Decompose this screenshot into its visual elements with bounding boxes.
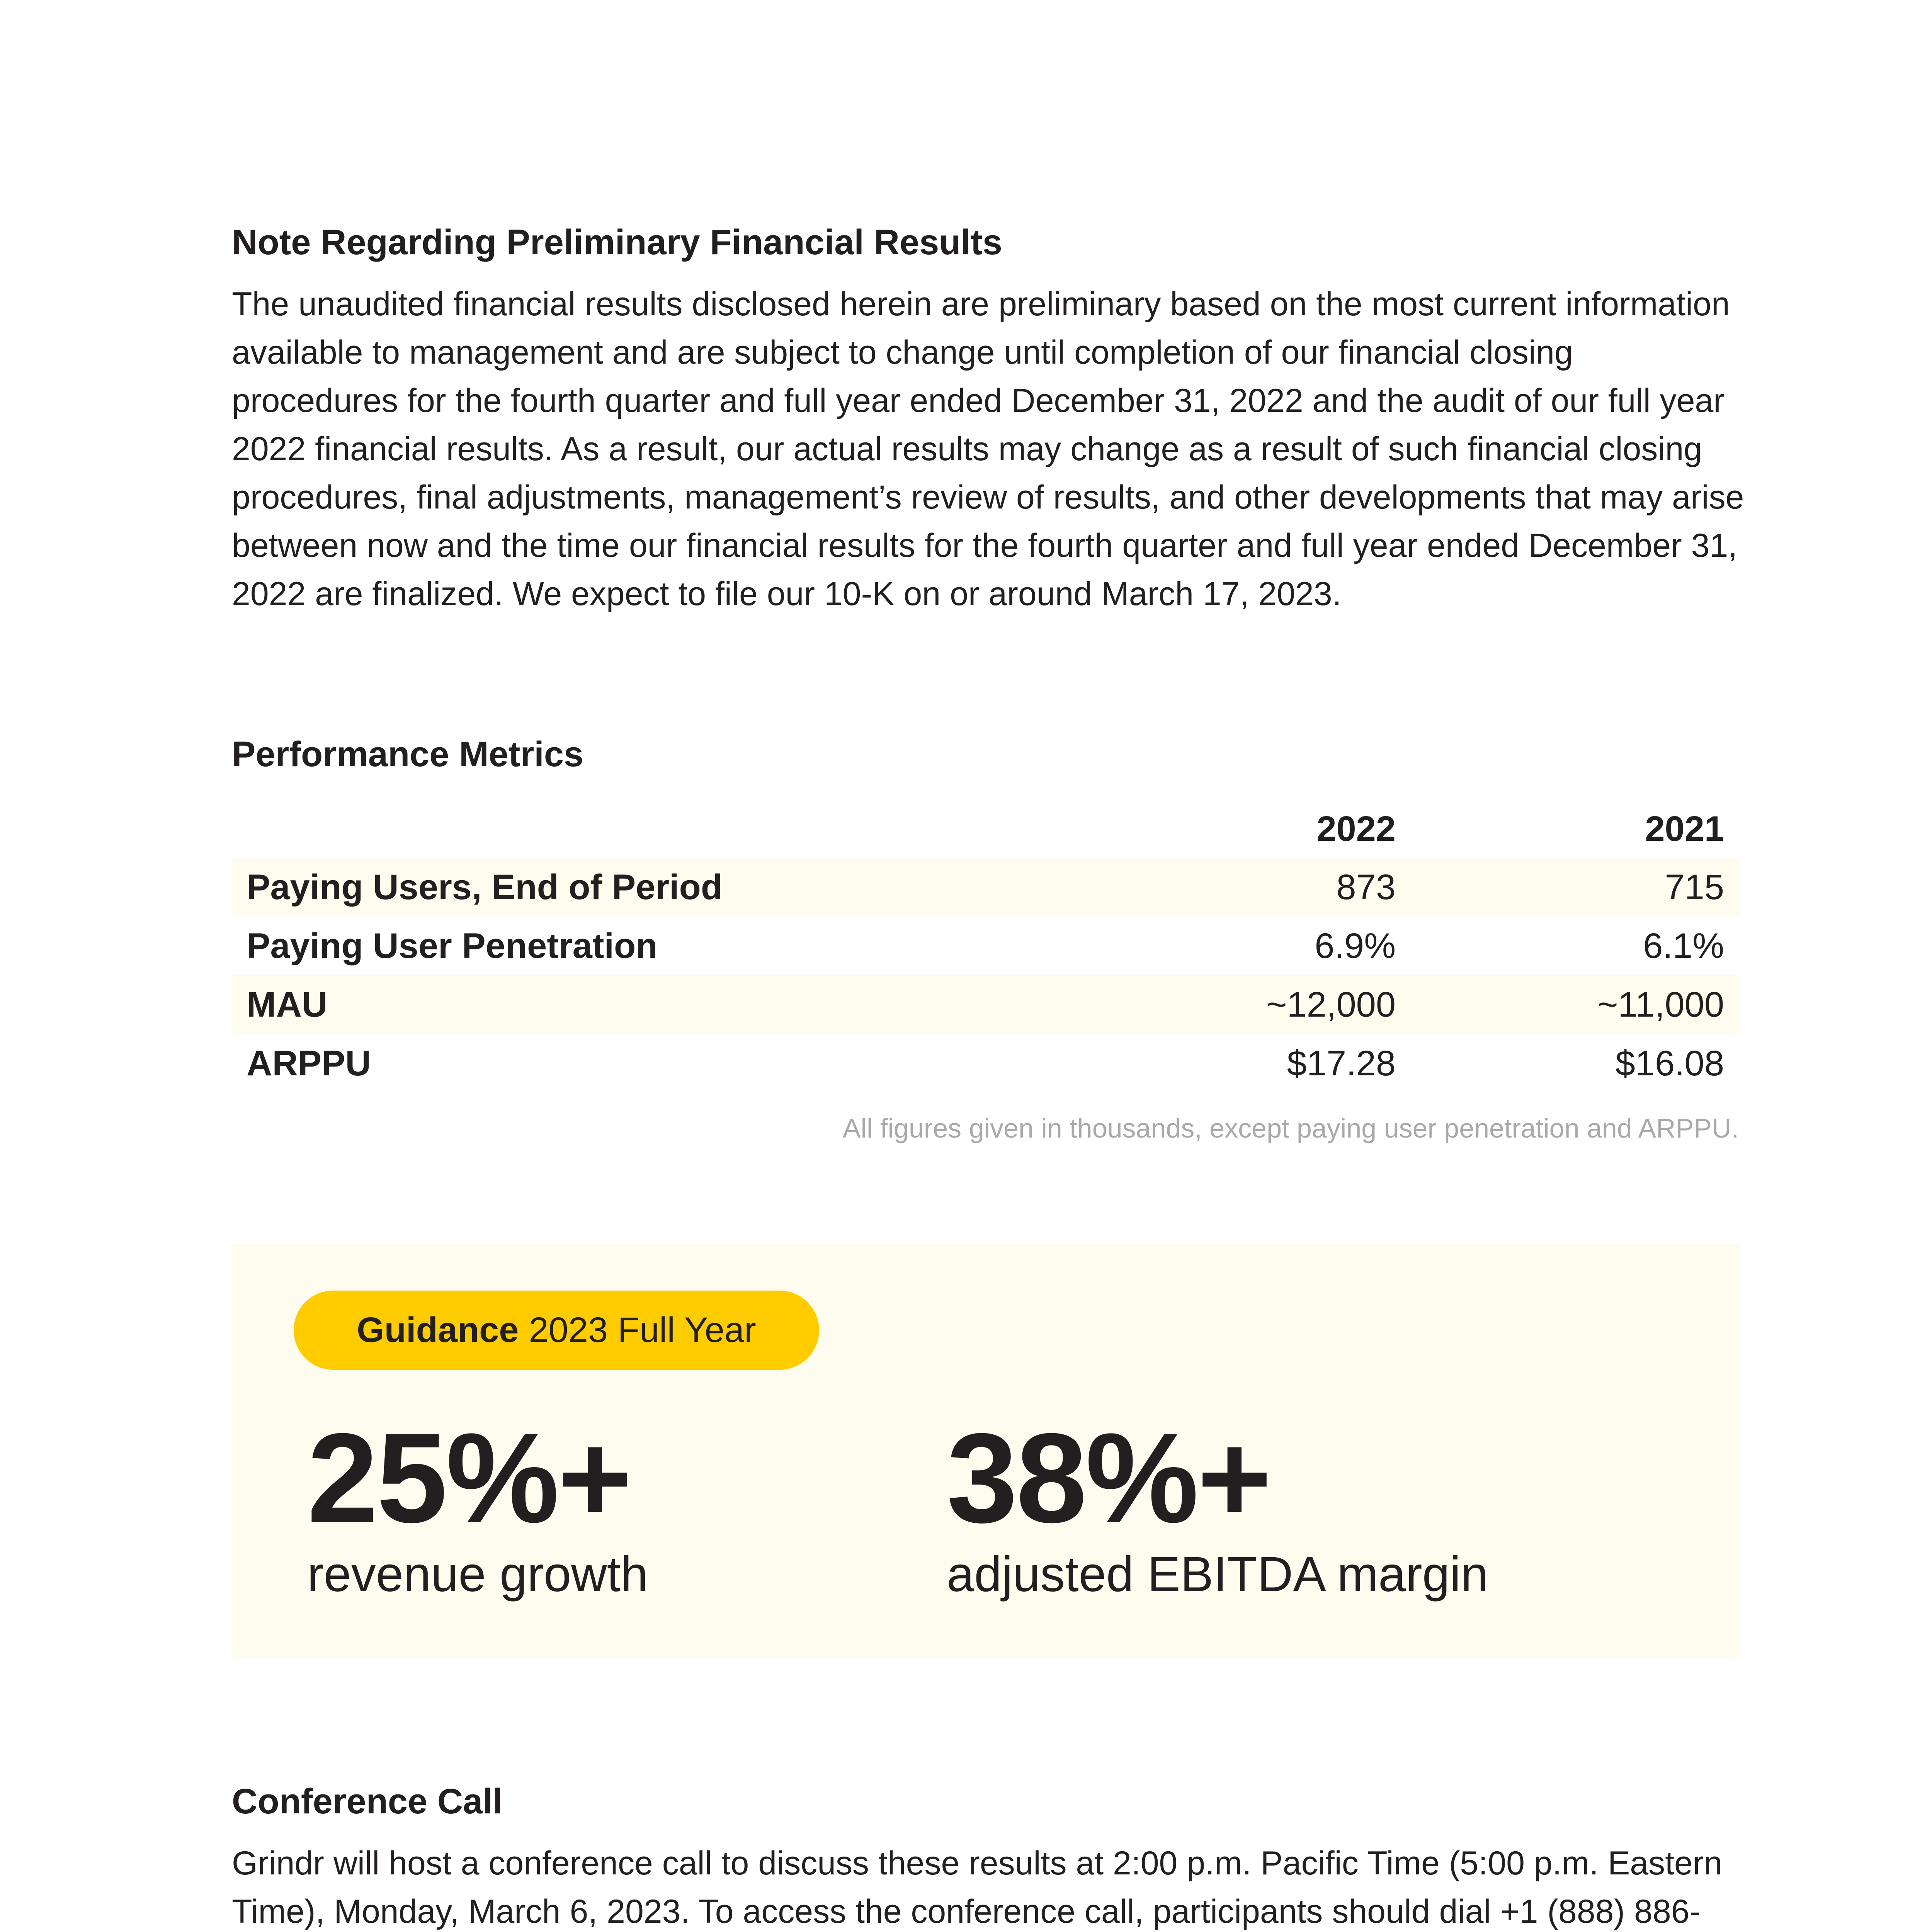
metrics-header-2021: 2021 (1645, 809, 1724, 849)
table-row (232, 917, 1739, 975)
metrics-header-label (232, 800, 1082, 858)
table-row (232, 975, 1739, 1034)
metrics-table (232, 800, 1739, 1093)
metric-value-2021: 715 (1410, 858, 1739, 917)
conference-body-text: Grindr will host a conference call to discuss these results at 2:00 p.m. Pacific Time (5:00 p.m. Eastern Time), Monday, March 6, 2023. To access the conference call, participants should dial +1 (888) 886- (232, 1845, 1723, 1930)
metrics-header-row (232, 800, 1739, 858)
table-row (232, 1034, 1739, 1093)
metric-label: Paying Users, End of Period (232, 858, 1082, 917)
conference-title: Conference Call (232, 1782, 503, 1821)
note-title: Note Regarding Preliminary Financial Results (232, 223, 1002, 262)
guidance-box (232, 1244, 1739, 1658)
metrics-title: Performance Metrics (232, 735, 584, 774)
metric-label: MAU (232, 975, 1082, 1034)
metrics-footnote: All figures given in thousands, except paying user penetration and ARPPU. (842, 1113, 1739, 1143)
metric-value-2021: 6.1% (1643, 926, 1724, 966)
conference-body (232, 1839, 1747, 1932)
metric-label: Paying User Penetration (247, 926, 658, 966)
ebitda-margin-caption: adjusted EBITDA margin (947, 1547, 1488, 1602)
metric-value-2022: 873 (1082, 858, 1410, 917)
ebitda-margin-value: 38%+ (947, 1406, 1270, 1549)
metric-value-2022: ~12,000 (1082, 975, 1410, 1034)
note-body: The unaudited financial results disclosed herein are preliminary based on the most current information available to management and are subject to change until completion of our financial closing procedures for the fourth quarter and full year ended December 31, 2022 and the audit of our full year 2022 financial results. As a result, our actual results may change as a result of such financial closing procedures, final adjustments, management’s review of results, and other developments that may arise between now and the time our financial results for the fourth quarter and full year ended December 31, 2022 are finalized. We expect to file our 10-K on or around March 17, 2023. (232, 286, 1744, 612)
metric-value-2022: 6.9% (1315, 926, 1396, 966)
revenue-growth-caption: revenue growth (307, 1547, 648, 1602)
metric-value-2021: $16.08 (1615, 1043, 1724, 1083)
guidance-badge-period: 2023 Full Year (529, 1310, 756, 1350)
guidance-badge (294, 1291, 819, 1370)
metric-value-2021: ~11,000 (1410, 975, 1739, 1034)
metrics-header-2022: 2022 (1316, 809, 1396, 849)
metric-value-2022: $17.28 (1287, 1043, 1396, 1083)
revenue-growth-value: 25%+ (307, 1406, 631, 1549)
table-row (232, 858, 1739, 917)
guidance-badge-bold: Guidance (357, 1310, 519, 1350)
metric-label: ARPPU (247, 1043, 371, 1083)
